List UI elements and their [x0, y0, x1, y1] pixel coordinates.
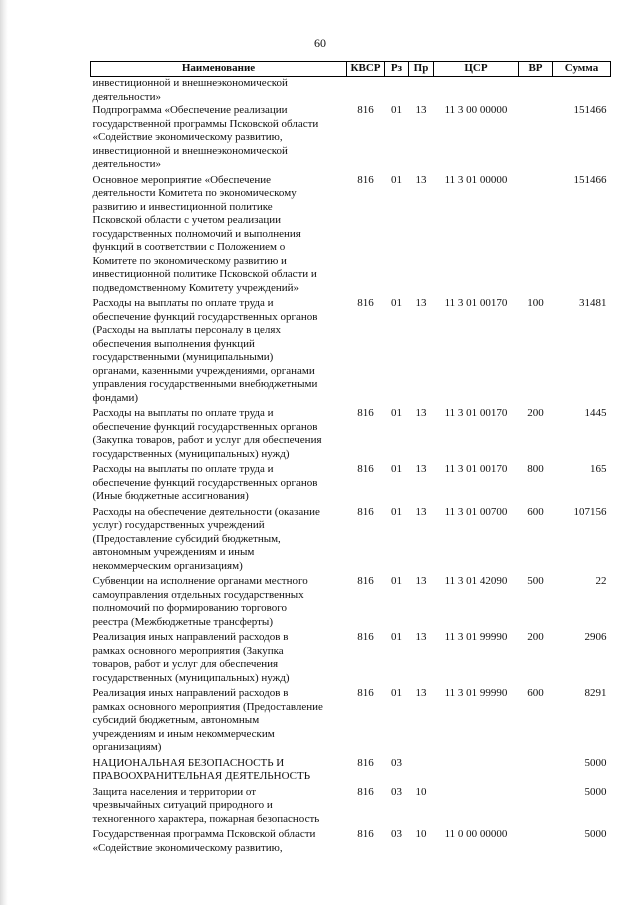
cell-sum: 5000: [584, 828, 607, 840]
cell-name-line: автономным учреждениям и иным: [92, 546, 255, 558]
cell-name-line: Защита населения и территории от: [92, 785, 257, 798]
cell-kvsr: [347, 77, 385, 105]
cell-name-line: фондами): [92, 391, 139, 404]
cell-pr: 13: [415, 173, 427, 186]
cell-name-line: НАЦИОНАЛЬНАЯ БЕЗОПАСНОСТЬ И: [92, 756, 285, 769]
cell-name-line: Государственная программа Псковской области: [92, 828, 316, 840]
cell-name-line: управления государственными внебюджетными: [92, 378, 318, 390]
cell-rz: 01: [391, 631, 402, 643]
cell-vr: [519, 77, 553, 105]
cell-vr: [519, 174, 553, 298]
cell-name-line: инвестиционной и внешнеэкономической: [92, 77, 288, 89]
cell-name: [91, 575, 347, 631]
cell-kvsr: 816: [357, 756, 374, 769]
cell-sum: 2906: [584, 631, 607, 643]
cell-name-line: некоммерческим организациям): [92, 559, 243, 572]
cell-name-line: деятельности Комитета по экономическому: [92, 187, 297, 199]
cell-sum: 151466: [573, 104, 607, 116]
table-row: [91, 77, 611, 105]
cell-name-line: развитию и инвестиционной политике: [92, 200, 273, 213]
table-row: [91, 506, 611, 576]
cell-name-line: (Предоставление субсидий бюджетным,: [92, 532, 281, 545]
cell-pr: 13: [415, 687, 427, 699]
cell-kvsr: 816: [357, 297, 374, 309]
cell-name-line: Расходы на выплаты по оплате труда и: [92, 463, 274, 475]
cell-name-line: деятельности»: [92, 90, 161, 103]
cell-sum: [553, 77, 611, 105]
cell-name-line: Субвенции на исполнение органами местного: [92, 575, 308, 587]
cell-name-line: субсидий бюджетным, автономным: [92, 714, 260, 726]
scan-edge: [0, 0, 8, 905]
cell-kvsr: 816: [357, 575, 374, 587]
cell-name-line: учреждениям и иным некоммерческим: [92, 727, 275, 740]
cell-name-line: (Закупка товаров, работ и услуг для обеспечения: [92, 434, 322, 446]
table-header-row: [91, 62, 611, 77]
table-row: [91, 786, 611, 829]
cell-sum: 151466: [573, 173, 607, 186]
cell-rz: [385, 77, 409, 105]
cell-kvsr: 816: [357, 505, 374, 518]
table-row: [91, 463, 611, 506]
cell-name-line: услуг) государственных учреждений: [92, 519, 265, 531]
cell-name: [91, 631, 347, 687]
cell-pr: 13: [415, 104, 427, 116]
cell-name: [91, 407, 347, 463]
cell-kvsr: 816: [357, 463, 374, 475]
cell-name-line: Комитете по экономическому развитию и: [92, 254, 287, 267]
cell-vr: 200: [527, 407, 544, 419]
cell-kvsr: 816: [357, 785, 374, 798]
column-header-sum: Сумма: [553, 62, 611, 77]
cell-name-line: полномочий по формированию торгового: [92, 602, 288, 614]
cell-pr: [409, 757, 434, 786]
cell-kvsr: 816: [357, 407, 374, 419]
cell-name-line: Псковской области с учетом реализации: [92, 214, 282, 226]
cell-name-line: государственной программы Псковской области: [92, 117, 319, 130]
cell-name-line: «Содействие экономическому развитию,: [92, 841, 283, 854]
cell-pr: 13: [415, 407, 427, 419]
cell-name-line: государственных (муниципальных) нужд): [92, 447, 290, 460]
cell-name-line: государственных (муниципальных) нужд): [92, 671, 290, 684]
cell-pr: 13: [415, 297, 427, 309]
table-row: [91, 828, 611, 857]
cell-csr: [434, 786, 519, 829]
cell-vr: 600: [527, 687, 544, 699]
cell-name-line: Расходы на выплаты по оплате труда и: [92, 297, 274, 309]
cell-name-line: самоуправления отдельных государственных: [92, 588, 304, 601]
cell-rz: 03: [391, 828, 402, 840]
cell-name-line: обеспечение функций государственных органов: [92, 310, 318, 323]
cell-csr: 11 3 01 99990: [444, 631, 508, 643]
cell-name-line: обеспечения выполнения функций: [92, 337, 255, 350]
cell-pr: 13: [415, 463, 427, 475]
cell-name-line: техногенного характера, пожарная безопасность: [92, 812, 320, 825]
cell-csr: 11 3 01 00000: [444, 173, 508, 186]
cell-name: [91, 104, 347, 174]
cell-sum: 107156: [573, 505, 607, 518]
cell-rz: 03: [391, 785, 402, 798]
table-row: [91, 104, 611, 174]
cell-kvsr: 816: [357, 687, 374, 699]
cell-name: [91, 506, 347, 576]
cell-vr: [519, 828, 553, 857]
column-header-rz: Рз: [385, 62, 409, 77]
column-header-csr: ЦСР: [434, 62, 519, 77]
cell-name-line: (Расходы на выплаты персоналу в целях: [92, 324, 281, 336]
cell-name-line: реестра (Межбюджетные трансферты): [92, 615, 273, 628]
cell-name: [91, 463, 347, 506]
cell-sum: 31481: [579, 297, 607, 309]
cell-csr: 11 3 01 00170: [444, 463, 508, 475]
table-row: [91, 297, 611, 407]
cell-kvsr: 816: [357, 828, 374, 840]
cell-csr: 11 3 01 42090: [444, 575, 508, 587]
cell-rz: 01: [391, 575, 402, 587]
cell-name-line: Реализация иных направлений расходов в: [92, 687, 289, 699]
table-row: [91, 687, 611, 757]
cell-rz: 01: [391, 104, 402, 116]
cell-name-line: инвестиционной политике Псковской области и: [92, 268, 317, 280]
cell-vr: 200: [527, 631, 544, 643]
budget-table: [90, 61, 611, 857]
cell-name-line: функций в соответствии с Положением о: [92, 241, 286, 253]
column-header-vr: ВР: [519, 62, 553, 77]
table-row: [91, 174, 611, 298]
cell-name: [91, 77, 347, 105]
cell-sum: 165: [590, 463, 607, 475]
cell-rz: 01: [391, 297, 402, 309]
cell-csr: 11 3 01 00170: [444, 407, 508, 419]
cell-pr: 10: [415, 785, 427, 798]
cell-pr: 10: [415, 828, 427, 840]
cell-name-line: Расходы на выплаты по оплате труда и: [92, 407, 274, 419]
table-body: [91, 77, 611, 858]
cell-csr: [434, 757, 519, 786]
cell-name-line: органами, казенными учреждениями, органами: [92, 364, 315, 377]
cell-name-line: Реализация иных направлений расходов в: [92, 631, 289, 643]
cell-name-line: обеспечение функций государственных органов: [92, 476, 318, 489]
cell-name-line: инвестиционной и внешнеэкономической: [92, 144, 288, 157]
cell-sum: 8291: [584, 687, 607, 699]
cell-name-line: (Иные бюджетные ассигнования): [92, 490, 249, 502]
table-row: [91, 407, 611, 463]
cell-name-line: товаров, работ и услуг для обеспечения: [92, 658, 279, 670]
cell-kvsr: 816: [357, 173, 374, 186]
cell-name-line: ПРАВООХРАНИТЕЛЬНАЯ ДЕЯТЕЛЬНОСТЬ: [92, 770, 311, 782]
page-number: 60: [314, 36, 326, 50]
column-header-name: Наименование: [91, 62, 347, 77]
cell-name-line: организациям): [92, 741, 162, 753]
cell-csr: 11 0 00 00000: [444, 828, 508, 840]
cell-sum: 5000: [584, 756, 607, 769]
cell-name: [91, 828, 347, 857]
cell-rz: 03: [391, 756, 402, 769]
cell-vr: 800: [527, 463, 544, 475]
cell-name-line: рамках основного мероприятия (Предоставление: [92, 700, 323, 713]
cell-name: [91, 757, 347, 786]
table-row: [91, 757, 611, 786]
cell-pr: 13: [415, 631, 427, 643]
cell-name-line: Основное мероприятие «Обеспечение: [92, 173, 272, 186]
cell-csr: 11 3 01 00170: [444, 297, 508, 309]
cell-name-line: государственных полномочий и выполнения: [92, 227, 301, 240]
cell-vr: 500: [527, 575, 544, 587]
cell-vr: [519, 786, 553, 829]
cell-name-line: Подпрограмма «Обеспечение реализации: [92, 104, 288, 116]
cell-csr: 11 3 01 00700: [444, 505, 508, 518]
cell-csr: [434, 77, 519, 105]
cell-vr: [519, 757, 553, 786]
cell-sum: 1445: [584, 407, 607, 419]
cell-vr: [519, 104, 553, 174]
cell-csr: 11 3 01 99990: [444, 687, 508, 699]
cell-name-line: подведомственному Комитету учреждений»: [92, 281, 300, 294]
cell-vr: 100: [527, 297, 544, 309]
cell-name: [91, 174, 347, 298]
cell-sum: 22: [595, 575, 607, 587]
cell-name: [91, 297, 347, 407]
cell-rz: 01: [391, 173, 402, 186]
cell-pr: [409, 77, 434, 105]
cell-kvsr: 816: [357, 631, 374, 643]
table-row: [91, 631, 611, 687]
cell-name-line: государственными (муниципальными): [92, 351, 274, 363]
column-header-pr: Пр: [409, 62, 434, 77]
cell-rz: 01: [391, 463, 402, 475]
cell-name-line: деятельности»: [92, 158, 161, 170]
cell-name-line: чрезвычайных ситуаций природного и: [92, 799, 273, 811]
table-row: [91, 575, 611, 631]
column-header-kvsr: КВСР: [347, 62, 385, 77]
cell-name-line: обеспечение функций государственных органов: [92, 420, 318, 433]
cell-rz: 01: [391, 407, 402, 419]
cell-rz: 01: [391, 505, 402, 518]
cell-name: [91, 687, 347, 757]
cell-pr: 13: [415, 575, 427, 587]
cell-name-line: «Содействие экономическому развитию,: [92, 131, 283, 143]
cell-name-line: рамках основного мероприятия (Закупка: [92, 644, 284, 657]
cell-name-line: Расходы на обеспечение деятельности (оказание: [92, 505, 320, 518]
cell-vr: 600: [527, 505, 544, 518]
cell-name: [91, 786, 347, 829]
cell-kvsr: 816: [357, 104, 374, 116]
cell-pr: 13: [415, 505, 427, 518]
cell-csr: 11 3 00 00000: [444, 104, 508, 116]
cell-rz: 01: [391, 687, 402, 699]
cell-sum: 5000: [584, 785, 607, 798]
